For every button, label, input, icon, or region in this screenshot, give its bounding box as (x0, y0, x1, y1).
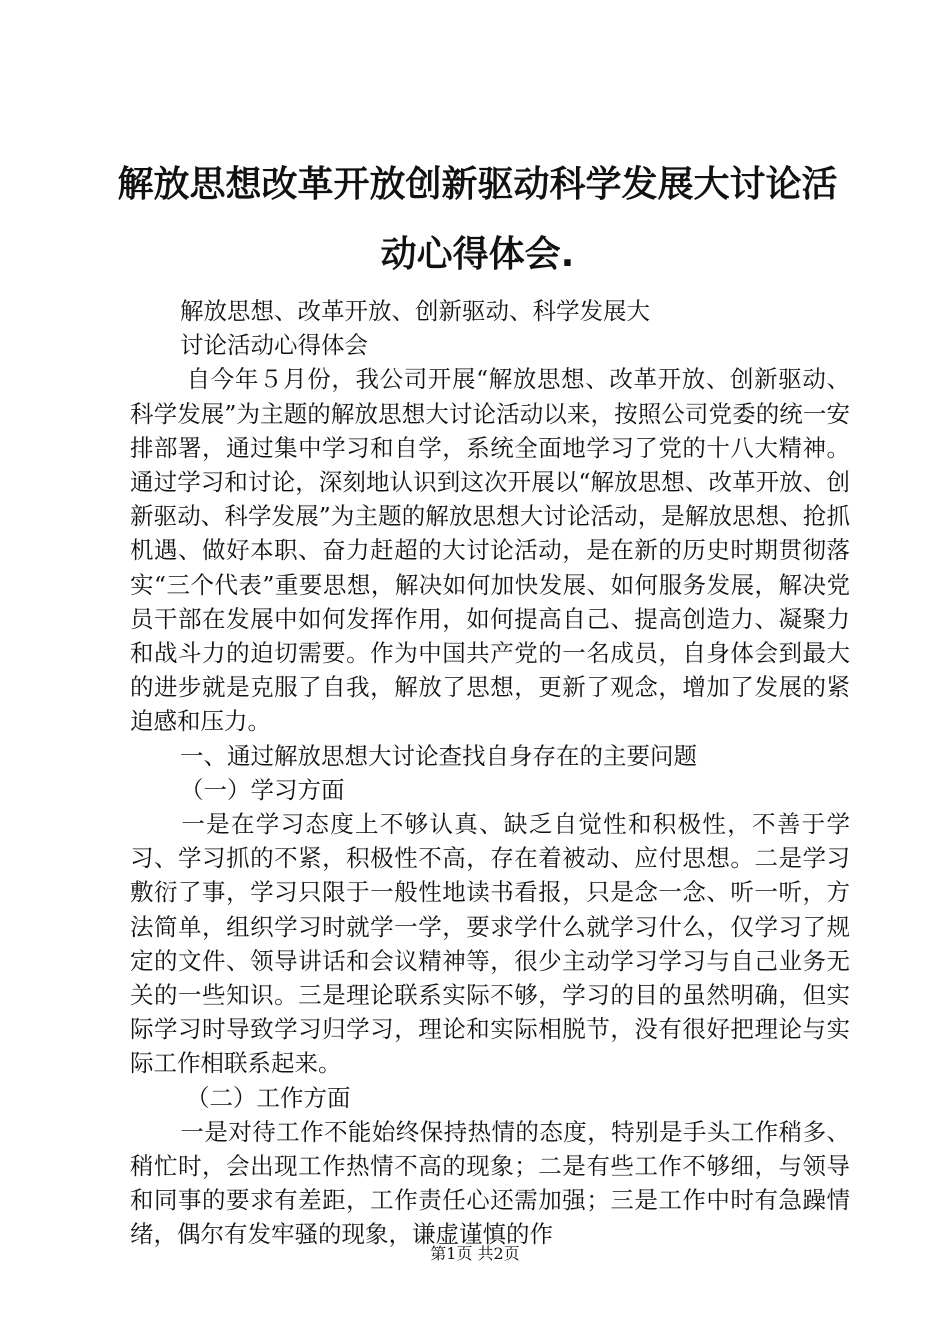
section-1-heading: 一、通过解放思想大讨论查找自身存在的主要问题 (180, 741, 697, 770)
subtitle-line-1: 解放思想、改革开放、创新驱动、科学发展大 (180, 297, 650, 325)
sub-2-heading: （二）工作方面 (186, 1083, 351, 1112)
sub-2-paragraph-text: 一是对待工作不能始终保持热情的态度，特别是手头工作稍多、稍忙时，会出现工作热情不高的现象；二是有些工作不够细，与领导和同事的要求有差距，工作责任心还需加强；三是工作中时有急躁情绪，偶尔有发牢骚的现象，谦虚谨慎的作 (130, 1117, 850, 1249)
sub-1-paragraph (130, 807, 850, 1081)
intro-paragraph-text: 自今年５月份，我公司开展“解放思想、改革开放、创新驱动、科学发展”为主题的解放思想大讨论活动以来，按照公司党委的统一安排部署，通过集中学习和自学，系统全面地学习了党的十八大精神。通过学习和讨论，深刻地认识到这次开展以“解放思想、改革开放、创新驱动、科学发展”为主题的解放思想大讨论活动，是解放思想、抢抓机遇、做好本职、奋力赶超的大讨论活动，是在新的历史时期贯彻落实“三个代表”重要思想，解决如何加快发展、如何服务发展，解决党员干部在发展中如何发挥作用，如何提高自己、提高创造力、凝聚力和战斗力的迫切需要。作为中国共产党的一名成员，自身体会到最大的进步就是克服了自我，解放了思想，更新了观念，增加了发展的紧迫感和压力。 (130, 365, 850, 736)
sub-2-paragraph (130, 1115, 850, 1252)
sub-1-paragraph-text: 一是在学习态度上不够认真、缺乏自觉性和积极性，不善于学习、学习抓的不紧，积极性不高，存在着被动、应付思想。二是学习敷衍了事，学习只限于一般性地读书看报，只是念一念、听一听，方法简单，组织学习时就学一学，要求学什么就学习什么，仅学习了规定的文件、领导讲话和会议精神等，很少主动学习学习与自己业务无关的一些知识。三是理论联系实际不够，学习的目的虽然明确，但实际学习时导致学习归学习，理论和实际相脱节，没有很好把理论与实际工作相联系起来。 (130, 810, 850, 1078)
sub-1-heading: （一）学习方面 (180, 775, 345, 804)
document-title: 解放思想改革开放创新驱动科学发展大讨论活动心得体会. (117, 164, 838, 275)
page-footer: 第1页 共2页 (430, 1244, 520, 1263)
subtitle-line-2: 讨论活动心得体会 (180, 331, 368, 360)
document-body (130, 294, 850, 1252)
intro-paragraph (130, 362, 850, 738)
